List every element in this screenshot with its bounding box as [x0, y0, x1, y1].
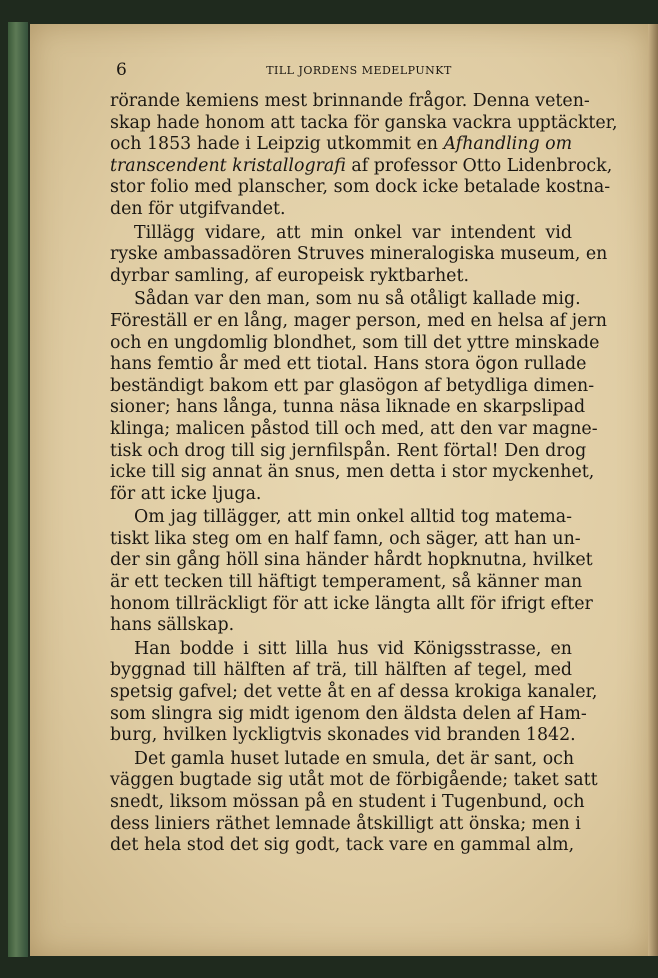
text-line: är ett tecken till häftigt temperament, så känner man [110, 572, 583, 593]
text-line: snedt, liksom mössan på en student i Tugenbund, och [110, 792, 585, 812]
paragraph [110, 748, 598, 857]
text-line: Tillägg vidare, att min onkel var intendent vid [134, 222, 572, 243]
text-line: och en ungdomlig blondhet, som till det yttre minskade [110, 332, 600, 353]
text-line: burg, hvilken lyckligtvis skonades vid branden 1842. [110, 725, 576, 746]
text-line: som slingra sig midt igenom den äldsta delen af Ham- [110, 703, 587, 724]
text-line: rörande kemiens mest brinnande frågor. Denna veten- [110, 91, 590, 111]
running-title: TILL JORDENS MEDELPUNKT [266, 64, 452, 77]
text-line: Han bodde i sitt lilla hus vid Königsstrasse, en [134, 638, 572, 659]
text-line: väggen bugtade sig utåt mot de förbigående; taket satt [110, 770, 598, 791]
text-line: Föreställ er en lång, mager person, med en helsa af jern [110, 310, 607, 331]
page-number: 6 [116, 60, 127, 80]
text-line: tisk och drog till sig jernfilspån. Rent förtal! Den drog [110, 440, 587, 461]
text-line: skap hade honom att tacka för ganska vackra upptäckter, [110, 112, 618, 133]
text-line: Om jag tillägger, att min onkel alltid tog matema- [134, 507, 572, 528]
page-header [30, 60, 650, 82]
text-line: dess liniers räthet lemnade åtskilligt att önska; men i [110, 813, 581, 834]
text-line: det hela stod det sig godt, tack vare en gammal alm, [110, 835, 575, 856]
text-line: der sin gång höll sina händer hårdt hopknutna, hvilket [110, 550, 593, 571]
text-line: dyrbar samling, af europeisk ryktbarhet. [110, 265, 469, 286]
text-line: spetsig gafvel; det vette åt en af dessa krokiga kanaler, [110, 682, 598, 703]
text-line: den för utgifvandet. [110, 198, 286, 219]
paragraph [110, 289, 607, 505]
text-line: hans femtio år med ett tiotal. Hans stora ögon rullade [110, 354, 587, 375]
text-line: tiskt lika steg om en half famn, och säger, att han un- [110, 528, 581, 549]
text-line: hans sällskap. [110, 615, 235, 636]
paragraph [110, 507, 593, 637]
page-edge [648, 24, 658, 956]
body-text [110, 91, 618, 857]
text-line: Det gamla huset lutade en smula, det är sant, och [134, 748, 575, 769]
paragraph [110, 222, 608, 288]
text-line: ryske ambassadören Struves mineralogiska museum, en [110, 244, 608, 265]
text-line: för att icke ljuga. [110, 483, 262, 504]
book-page [30, 24, 650, 956]
text-line: klinga; malicen påstod till och med, att den var magne- [110, 418, 598, 439]
text-line: sioner; hans långa, tunna näsa liknade en skarpslipad [110, 397, 586, 418]
text-line: stor folio med planscher, som dock icke betalade kostna- [110, 177, 611, 198]
text-line: och 1853 hade i Leipzig utkommit en Afhandling om [110, 134, 573, 155]
paragraph [110, 91, 618, 221]
book-cover-edge [8, 22, 28, 957]
text-line: beständigt bakom ett par glasögon af betydliga dimen- [110, 375, 595, 396]
text-line: icke till sig annat än snus, men detta i stor myckenhet, [110, 462, 595, 483]
text-line: Sådan var den man, som nu så otåligt kallade mig. [134, 289, 581, 310]
text-line: byggnad till hälften af trä, till hälften af tegel, med [110, 660, 572, 681]
text-line: transcendent kristallografi af professor Otto Lidenbrock, [110, 155, 613, 176]
paragraph [110, 638, 598, 747]
text-line: honom tillräckligt för att icke längta allt för ifrigt efter [110, 593, 593, 614]
